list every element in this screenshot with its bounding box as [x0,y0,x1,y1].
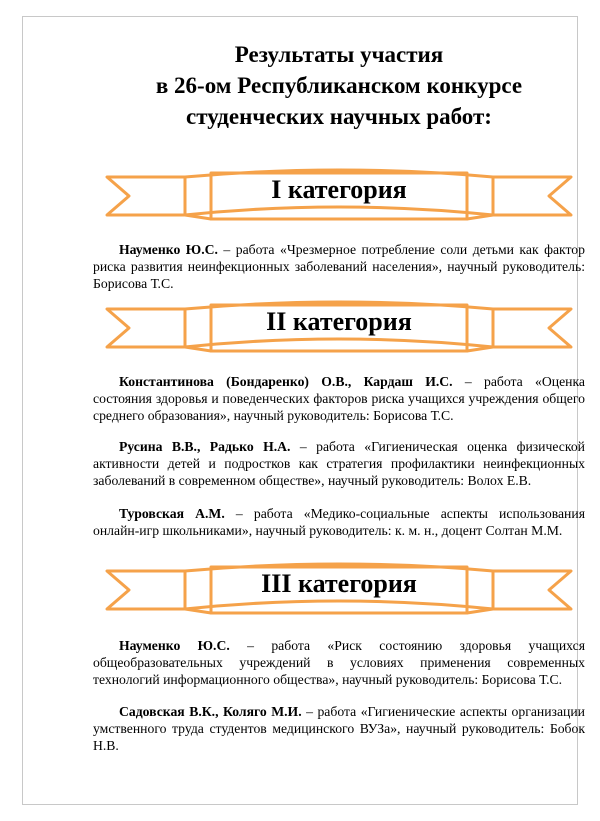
entry-text: – работа «Риск состоянию здоровья учащихся общеобразовательных учреждений в условиях применения современных технологий информационного общества», научный руководитель: Борисова Т.С. [93,638,585,687]
entry-authors: Науменко Ю.С. [119,242,218,257]
list-item [93,505,585,539]
title-line: студенческих научных работ: [186,104,492,129]
entry-text: – работа «Оценка состояния здоровья и поведенческих факторов риска учащихся учреждения общего среднего образования», научный руководитель: Борисова Т.С. [93,374,586,423]
category-label: II категория [266,307,412,336]
entry-text: – работа «Гигиенические аспекты организации умственного труда студентов медицинского ВУЗа», научный руководитель: Бобок Н.В. [93,704,586,753]
page-title [93,39,585,132]
category-label: III категория [261,569,417,598]
category-label: I категория [271,175,407,204]
entry-authors: Науменко Ю.С. [119,638,230,653]
category-banner-1 [93,159,585,229]
title-line: Результаты участия [234,42,444,67]
entry-text: – работа «Гигиеническая оценка физической активности детей и подростков как стратегия профилактики неинфекционных заболеваний в современном обществе», научный руководитель: Волох Е.В. [93,439,585,488]
list-item [93,637,585,688]
list-item [93,438,585,489]
list-item [93,373,585,424]
entry-authors: Константинова (Бондаренко) О.В., Кардаш И.С. [119,374,453,389]
document-page [22,16,586,805]
entry-authors: Садовская В.К., Коляго М.И. [119,704,302,719]
list-item [93,703,585,754]
title-line: в 26-ом Республиканском конкурсе [155,73,523,98]
entry-text: – работа «Медико-социальные аспекты использования онлайн-игр школьниками», научный руководитель: к. м. н., доцент Солтан М.М. [93,506,585,538]
category-banner-2 [93,291,585,361]
category-banner-3 [93,553,585,623]
list-item [93,241,585,292]
entry-authors: Русина В.В., Радько Н.А. [119,439,291,454]
entry-authors: Туровская А.М. [119,506,225,521]
entry-text: – работа «Чрезмерное потребление соли детьми как фактор риска развития неинфекционных заболеваний населения», научный руководитель: Борисова Т.С. [93,242,585,291]
